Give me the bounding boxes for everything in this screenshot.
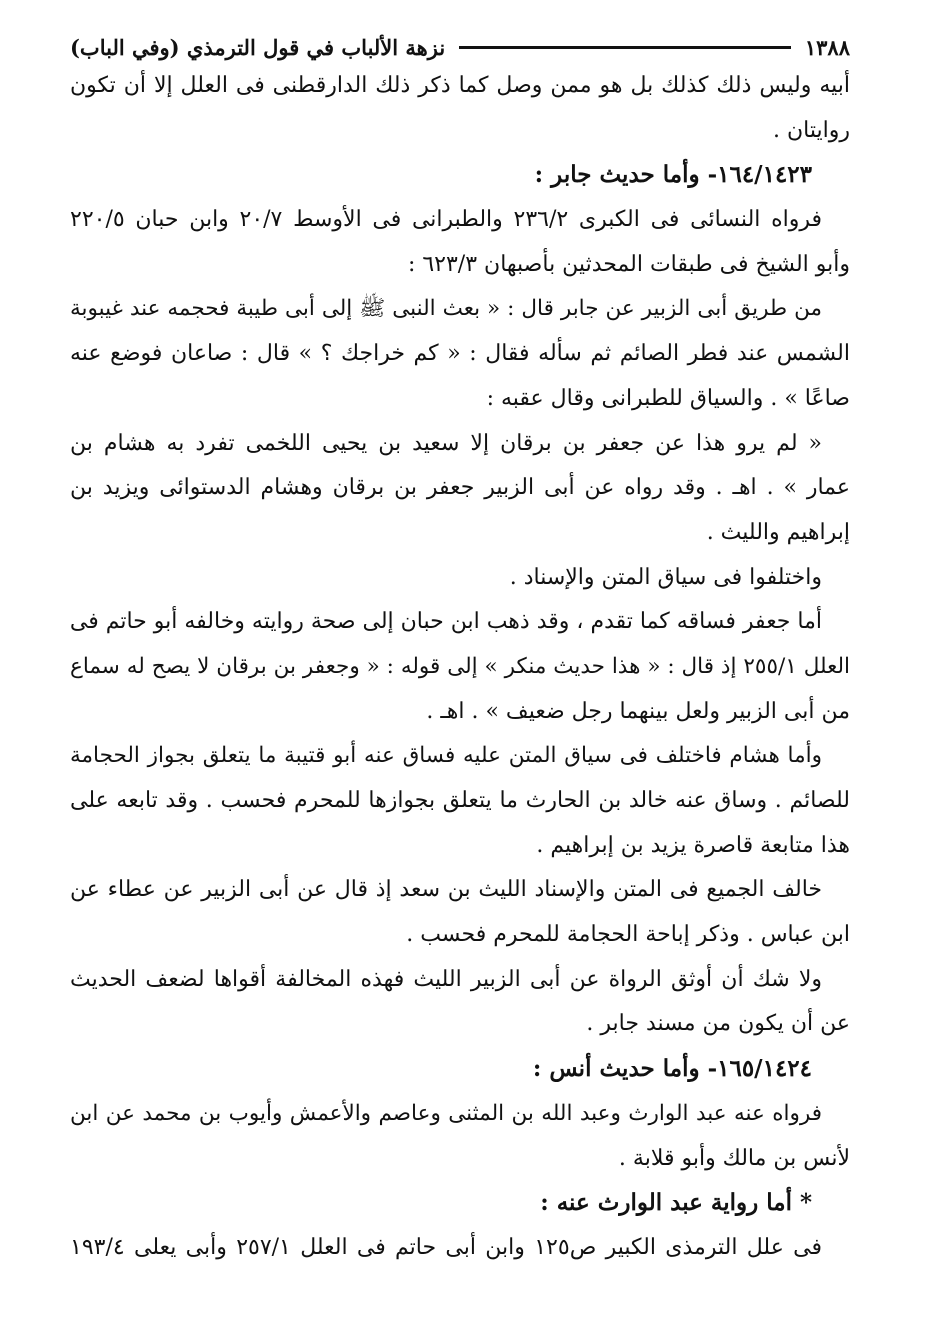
text-line: فى علل الترمذى الكبير ص١٢٥ وابن أبى حاتم فى العلل ٢٥٧/١ وأبى يعلى ١٩٣/٤ [70, 1234, 822, 1260]
text-line: من طريق أبى الزبير عن جابر قال : « بعث النبى ﷺ إلى أبى طيبة فحجمه عند غيبوبة [70, 296, 822, 322]
text-line: عمار » . اهـ . وقد رواه عن أبى الزبير جعفر بن برقان وهشام الدستوائى ويزيد بن [70, 475, 850, 501]
text-line: للصائم . وساق عنه خالد بن الحارث ما يتعلق بجوازها للمحرم فحسب . وقد تابعه على [70, 788, 850, 813]
text-line: خالف الجميع فى المتن والإسناد الليث بن سعد إذ قال عن أبى الزبير عن عطاء عن [70, 877, 822, 903]
text-line: فرواه النسائى فى الكبرى ٢٣٦/٢ والطبرانى فى الأوسط ٢٠/٧ وابن حبان ٢٢٠/٥ [70, 207, 823, 233]
text-line: وأما هشام فاختلف فى سياق المتن عليه فساق عنه أبو قتيبة ما يتعلق بجواز الحجامة [70, 743, 822, 769]
text-line: إبراهيم والليث . [706, 519, 850, 545]
text-line: ابن عباس . وذكر إباحة الحجامة للمحرم فحسب . [406, 922, 850, 948]
text-line: صاعًا » . والسياق للطبرانى وقال عقبه : [486, 385, 850, 411]
text-line: فرواه عنه عبد الوارث وعبد الله بن المثنى وعاصم والأعمش وأيوب بن محمد عن ابن [70, 1100, 822, 1126]
text-line: الشمس عند فطر الصائم ثم سأله فقال : « كم خراجك ؟ » قال : صاعان فوضع عنه [70, 341, 850, 367]
text-line: « لم يرو هذا عن جعفر بن برقان إلا سعيد بن يحيى اللخمى تفرد به هشام بن [70, 430, 822, 456]
book-page [70, 30, 850, 1271]
section-heading: ١٦٥/١٤٢٤- وأما حديث أنس : [532, 1055, 812, 1083]
text-line: عن أن يكون من مسند جابر . [586, 1011, 850, 1037]
text-line: ولا شك أن أوثق الرواة عن أبى الزبير الليث فهذه المخالفة أقواها لضعف الحديث [70, 966, 822, 992]
text-line: هذا متابعة قاصرة يزيد بن إبراهيم . [536, 832, 850, 858]
text-line: أبيه وليس ذلك كذلك بل هو ممن وصل كما ذكر ذلك الدارقطنى فى العلل إلا أن تكون [70, 73, 850, 98]
body-text [70, 64, 850, 1271]
text-line: وأبو الشيخ فى طبقات المحدثين بأصبهان ٦٢٣/٣ : [407, 251, 850, 277]
text-line: لأنس بن مالك وأبو قلابة . [618, 1145, 850, 1171]
text-line: أما جعفر فساقه كما تقدم ، وقد ذهب ابن حبان إلى صحة روايته وخالفه أبو حاتم فى [69, 609, 822, 635]
text-line: من أبى الزبير ولعل بينهما رجل ضعيف » . اهـ . [426, 698, 850, 724]
section-heading: * أما رواية عبد الوارث عنه : [540, 1189, 812, 1217]
text-line: روايتان . [773, 117, 850, 143]
text-line: العلل ٢٥٥/١ إذ قال : « هذا حديث منكر » إلى قوله : « وجعفر بن برقان لا يصح له سماع [70, 653, 850, 679]
header-rule [459, 46, 791, 49]
page-header [70, 30, 850, 64]
text-line: واختلفوا فى سياق المتن والإسناد . [509, 564, 822, 590]
page-number: ١٣٨٨ [804, 34, 850, 60]
section-heading: ١٦٤/١٤٢٣- وأما حديث جابر : [534, 161, 812, 189]
running-title: نزهة الألباب في قول الترمذي (وفي الباب) [70, 34, 446, 60]
